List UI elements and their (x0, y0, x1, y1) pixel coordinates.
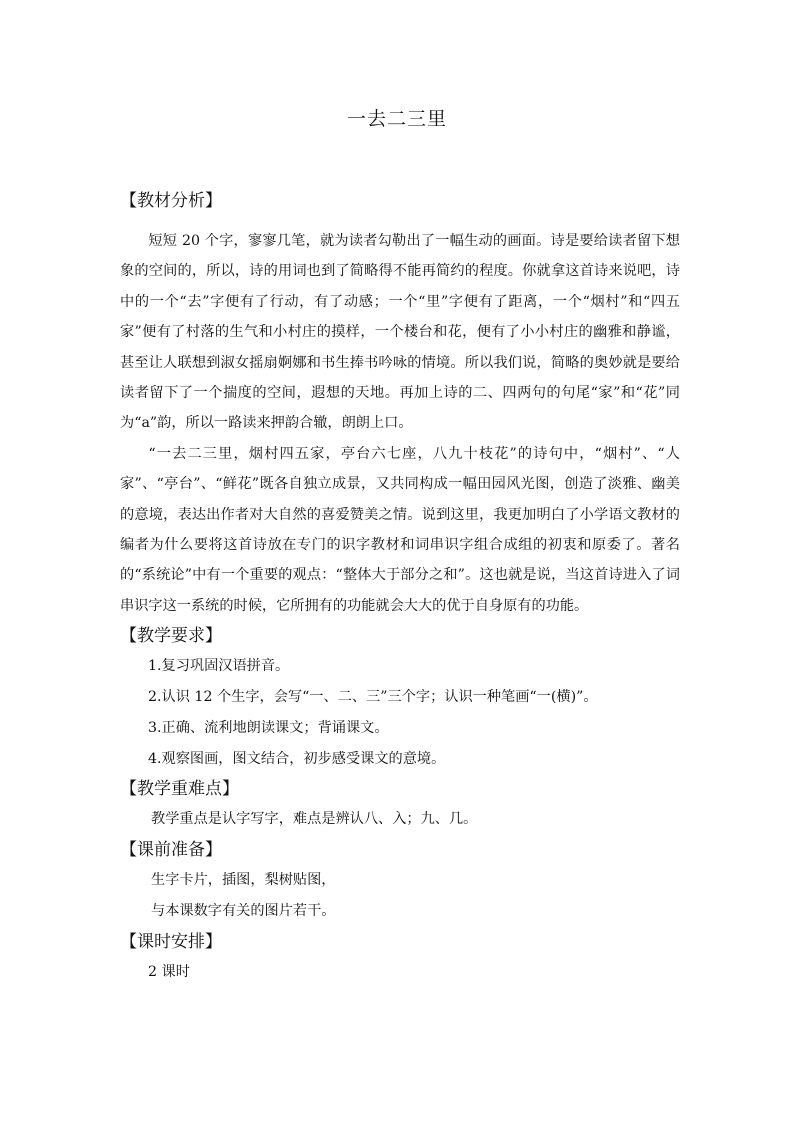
schedule-text: 2 课时 (148, 963, 190, 980)
section-heading-preparation: 【课前准备】 (120, 840, 222, 861)
section-preparation (120, 835, 680, 927)
section-heading-analysis: 【教材分析】 (120, 191, 222, 211)
section-heading-schedule: 【课时安排】 (120, 931, 222, 952)
section-heading-requirements: 【教学要求】 (120, 626, 222, 647)
key-points-text: 教学重点是认字写字，难点是辨认八、入；九、几。 (151, 811, 478, 828)
section-requirements (120, 621, 680, 774)
preparation-item-1: 生字卡片，插图，梨树贴图， (151, 872, 336, 889)
requirement-item-4: 4.观察图画，图文结合，初步感受课文的意境。 (148, 750, 446, 767)
section-heading-key-points: 【教学重难点】 (120, 779, 239, 800)
page-title: 一去二三里 (346, 108, 447, 130)
analysis-paragraph-1: 短短 20 个字，寥寥几笔，就为读者勾勒出了一幅生动的画面。诗是要给读者留下想象的空间的，所以，诗的用词也到了简略得不能再简约的程度。你就拿这首诗来说吧，诗中的一个“去”字便有了行动，有了动感；一个“里”字便有了距离，一个“烟村”和“四五家”便有了村落的生气和小村庄的摸样，一个楼台和花，便有了小小村庄的幽雅和静谧，甚至让人联想到淑女摇扇婀娜和书生捧书吟咏的情境。所以我们说，简略的奥妙就是要给读者留下了一个揣度的空间，遐想的天地。再加上诗的二、四两句的句尾“家”和“花”同为“a”韵，所以一路读来押韵合辙，朗朗上口。 (120, 233, 680, 432)
analysis-paragraph-2: “一去二三里，烟村四五家，亭台六七座，八九十枝花”的诗句中，“烟村”、“人家”、“亭台”、“鲜花”既各自独立成景，又共同构成一幅田园风光图，创造了淡雅、幽美的意境，表达出作者对大自然的喜爱赞美之情。说到这里，我更加明白了小学语文教材的编者为什么要将这首诗放在专门的识字教材和词串识字组合成组的初衷和原委了。著名的“系统论”中有一个重要的观点：“整体大于部分之和”。这也就是说，当这首诗进入了词串识字这一系统的时候，它所拥有的功能就会大大的优于自身原有的功能。 (120, 445, 680, 614)
section-analysis (120, 186, 680, 621)
preparation-item-2: 与本课数字有关的图片若干。 (151, 903, 336, 920)
document-body (120, 186, 680, 988)
requirement-item-2: 2.认识 12 个生字，会写“一、二、三”三个字；认识一种笔画“一(横)”。 (148, 689, 598, 706)
section-schedule (120, 927, 680, 988)
requirement-item-3: 3.正确、流利地朗读课文；背诵课文。 (148, 719, 389, 736)
requirement-item-1: 1.复习巩固汉语拼音。 (148, 658, 290, 675)
section-key-points (120, 774, 680, 835)
